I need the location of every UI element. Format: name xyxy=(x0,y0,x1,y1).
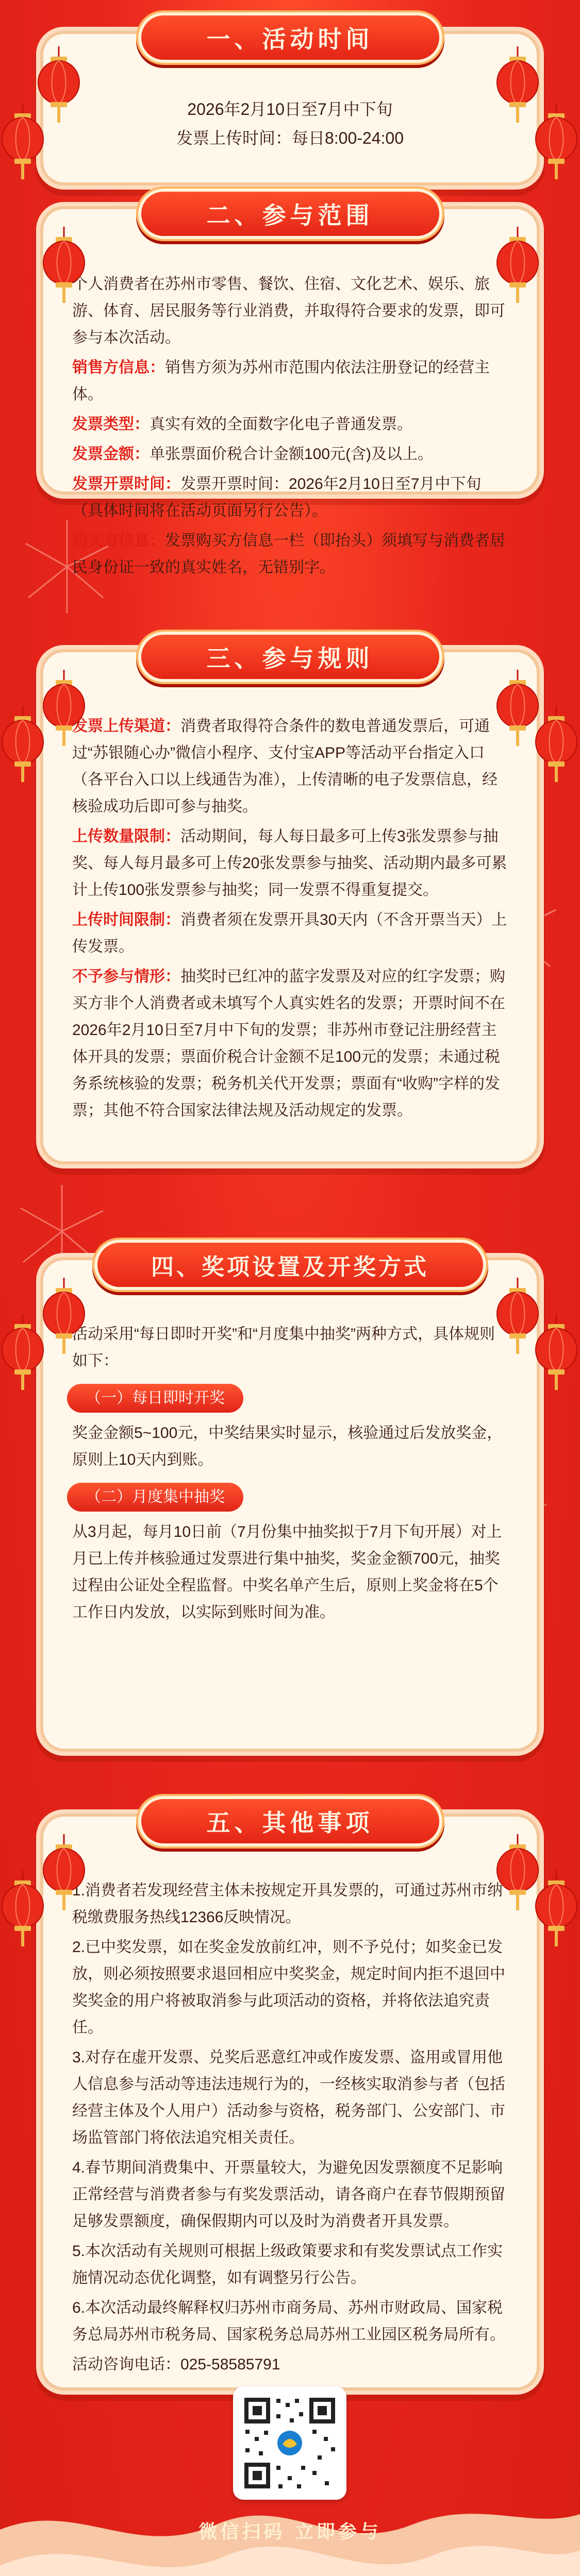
section-title-prizes-text: 四、奖项设置及开奖方式 xyxy=(151,1254,429,1280)
scope-item-label: 销售方信息： xyxy=(72,359,165,376)
scope-item-label: 发票金额： xyxy=(72,446,150,463)
other-item: 2.已中奖发票，如在奖金发放前红冲，则不予兑付；如奖金已发放，则必须按照要求退回相应中奖奖金，规定时间内拒不退回中奖奖金的用户将被取消参与此项活动的资格，并将依法追究责任。 xyxy=(72,1939,505,2036)
lantern-icon xyxy=(41,670,87,747)
section-scope xyxy=(40,206,540,576)
qr-code-image xyxy=(240,2394,339,2493)
qr-code[interactable] xyxy=(233,2386,346,2500)
rules-item-label: 发票上传渠道： xyxy=(72,718,180,735)
scope-item-label: 购买方信息： xyxy=(72,532,165,549)
scope-item-label: 发票开票时间： xyxy=(72,476,180,493)
scope-item-text: 发票开票时间：2026年2月10日至7月中下旬（具体时间将在活动页面另行公告）。 xyxy=(72,476,482,519)
section-title-scope-text: 二、参与范围 xyxy=(206,201,374,229)
scope-item xyxy=(72,441,508,468)
other-item: 3.对存在虚开发票、兑奖后恶意红冲或作废发票、盗用或冒用他人信息参与活动等违法违规行为的，一经核实取消参与者（包括经营主体及个人用户）活动参与资格，税务部门、公安部门、市场监管部门将依法追究相关责任。 xyxy=(72,2049,505,2146)
section-title-time-text: 一、活动时间 xyxy=(206,25,374,53)
lantern-icon xyxy=(534,706,579,783)
rules-item xyxy=(72,963,508,1124)
section-title-scope xyxy=(138,189,442,239)
lantern-icon xyxy=(495,227,540,304)
other-item: 5.本次活动有关规则可根据上级政策要求和有奖发票试点工作实施情况动态优化调整，如有调整另行公告。 xyxy=(72,2243,503,2286)
prizes-intro: 活动采用“每日即时开奖”和“月度集中抽奖”两种方式，具体规则如下： xyxy=(72,1326,495,1369)
other-item: 1.消费者若发现经营主体未按规定开具发票的，可通过苏州市纳税缴费服务热线12366反映情况。 xyxy=(72,1882,503,1926)
scope-item-label: 发票类型： xyxy=(72,416,150,433)
scan-instruction: 微信扫码 立即参与 xyxy=(198,2521,382,2543)
scope-item-text: 销售方须为苏州市范围内依法注册登记的经营主体。 xyxy=(72,359,490,403)
section-title-rules-text: 三、参与规则 xyxy=(206,645,374,672)
rules-item-text: 活动期间，每人每日最多可上传3张发票参与抽奖、每人每月最多可上传20张发票参与抽奖、活动期内最多可累计上传100张发票参与抽奖；同一发票不得重复提交。 xyxy=(72,828,507,899)
other-item: 6.本次活动最终解释权归苏州市商务局、苏州市财政局、国家税务总局苏州市税务局、国家税务总局苏州工业园区税务局所有。 xyxy=(72,2299,505,2343)
scope-item xyxy=(72,354,508,408)
rules-item xyxy=(72,907,508,960)
rules-item-label: 上传时间限制： xyxy=(72,911,180,928)
time-line-2: 发票上传时间：每日8:00-24:00 xyxy=(176,129,404,147)
rules-item-label: 不予参与情形： xyxy=(72,968,180,985)
lantern-icon xyxy=(534,1314,579,1391)
lantern-icon xyxy=(534,1870,579,1947)
scope-item xyxy=(72,411,508,438)
prize-daily-text: 奖金金额5~100元，中奖结果实时显示，核验通过后发放奖金，原则上10天内到账。 xyxy=(72,1425,503,1468)
lantern-icon xyxy=(41,1278,87,1355)
scope-intro: 个人消费者在苏州市零售、餐饮、住宿、文化艺术、娱乐、旅游、体育、居民服务等行业消费，并取得符合要求的发票，即可参与本次活动。 xyxy=(72,276,505,346)
section-title-other-text: 五、其他事项 xyxy=(206,1809,374,1837)
scope-item-text: 单张票面价税合计金额100元(含)及以上。 xyxy=(150,446,434,463)
rules-item xyxy=(72,713,508,820)
other-item: 4.春节期间消费集中、开票量较大，为避免因发票额度不足影响正常经营与消费者参与有奖发票活动，请各商户在春节假期预留足够发票额度，确保假期内可以及时为消费者开具发票。 xyxy=(72,2159,505,2230)
time-line-1: 2026年2月10日至7月中下旬 xyxy=(187,100,393,118)
section-title-rules xyxy=(138,632,442,682)
scope-item xyxy=(72,528,508,581)
scope-item xyxy=(72,471,508,524)
prize-type-daily-tag: （一）每日即时开奖 xyxy=(67,1384,243,1413)
rules-item-label: 上传数量限制： xyxy=(72,828,180,845)
section-other xyxy=(40,1814,540,2391)
rules-item-text: 消费者取得符合条件的数电普通发票后，可通过“苏银随心办”微信小程序、支付宝APP等活动平台指定入口（各平台入口以上线通告为准），上传清晰的电子发票信息，经核验成功后即可参与抽奖。 xyxy=(72,718,498,815)
prize-type-monthly-tag: （二）月度集中抽奖 xyxy=(67,1483,243,1512)
scope-item-text: 真实有效的全面数字化电子普通发票。 xyxy=(150,416,412,433)
section-title-time xyxy=(138,12,442,63)
rules-item-text: 消费者须在发票开具30天内（不含开票当天）上传发票。 xyxy=(72,911,507,955)
lantern-icon xyxy=(41,1834,87,1911)
lantern-icon xyxy=(41,227,87,304)
lantern-icon xyxy=(0,706,45,783)
section-prizes xyxy=(40,1257,540,1752)
hotline: 活动咨询电话：025-58585791 xyxy=(72,2356,280,2373)
lantern-icon xyxy=(0,1870,45,1947)
lantern-icon xyxy=(534,103,579,180)
section-rules xyxy=(40,649,540,1164)
prize-monthly-text: 从3月起，每月10日前（7月份集中抽奖拟于7月下旬开展）对上月已上传并核验通过发票进行集中抽奖，奖金金额700元，抽奖过程由公证处全程监督。中奖名单产生后，原则上奖金将在5个工作日内发放，以实际到账时间为准。 xyxy=(72,1523,502,1621)
rules-item-text: 抽奖时已红冲的蓝字发票及对应的红字发票；购买方非个人消费者或未填写个人真实姓名的发票；开票时间不在2026年2月10日至7月中下旬的发票；非苏州市登记注册经营主体开具的发票；票面价税合计金额不足100元的发票；未通过税务系统核验的发票；税务机关代开发票；票面有“收购”字样的发票；其他不符合国家法律法规及活动规定的发票。 xyxy=(72,968,505,1119)
lantern-icon xyxy=(0,1314,45,1391)
lantern-icon xyxy=(0,103,45,180)
scope-item-text: 发票购买方信息一栏（即抬头）须填写与消费者居民身份证一致的真实姓名，无错别字。 xyxy=(72,532,505,576)
rules-item xyxy=(72,823,508,904)
section-title-prizes xyxy=(94,1240,486,1290)
section-title-other xyxy=(138,1796,442,1846)
